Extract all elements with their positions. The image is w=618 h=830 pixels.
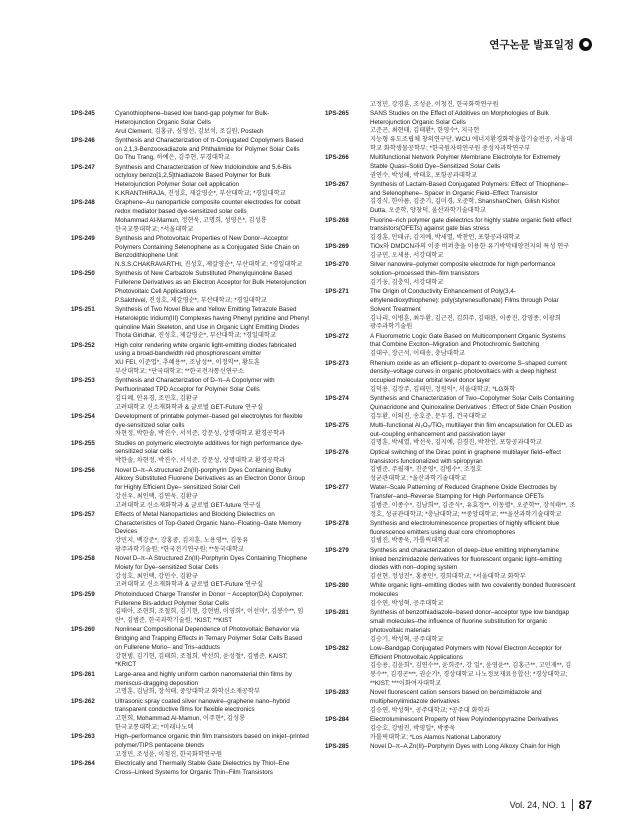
program-entry bbox=[325, 716, 577, 742]
entry-body bbox=[370, 181, 577, 216]
entry-title: A Fluorometric Logic Gate Based on Multicomponent Organic Systems that Combine Exciton–Migration and Photochromic Switching bbox=[370, 332, 566, 349]
entry-authors: 김범진, 박종욱, 가톨릭대학교 bbox=[370, 537, 450, 545]
entry-code: 1PS-272 bbox=[325, 332, 349, 340]
entry-title: Ultrasonic spray coated silver nanowire–graphene nano–hybrid transparent conductive films for flexible electronics bbox=[115, 697, 290, 714]
entry-title: High color rendering white organic light-emitting diodes fabricated using a broad-bandwidth red phosphorescent emitter bbox=[115, 341, 297, 358]
entry-affil: 부산대학교; *단국대학교; **한국전자통신연구소 bbox=[115, 367, 244, 375]
entry-code: 1PS-253 bbox=[71, 377, 95, 385]
entry-body bbox=[115, 342, 309, 377]
program-entry bbox=[325, 689, 577, 715]
entry-title: Electroluminescent Property of New Polyindenopyrazine Derivatives bbox=[370, 716, 559, 724]
entry-title: Synthesis of Two Novel Blue and Yellow Emitting Tetrazole Based Heteroleptic Iridium(III) Complexes having Phenyl pyridine and Phenyl quinoline Main Skeleton, and Use in Organic Light Emitting Diodes bbox=[115, 306, 309, 331]
entry-code: 1PS-254 bbox=[71, 412, 95, 420]
entry-body bbox=[370, 743, 577, 752]
entry-code: 1PS-255 bbox=[71, 439, 95, 447]
entry-body bbox=[115, 555, 309, 590]
entry-body bbox=[370, 217, 577, 243]
program-entry bbox=[325, 288, 577, 332]
footer-volume: Vol. 24, NO. 1 bbox=[509, 800, 566, 810]
entry-authors: 김명훈, 박세열, 박선욱, 김지예, 김경진, 박찬언, 포항공과대학교 bbox=[370, 439, 542, 447]
entry-title: The Origin of Conductivity Enhancement of Poly(3,4-ethylenedioxythiophene): poly(styrenesulfonate) Films through Polar Solvent Treatment bbox=[370, 288, 559, 313]
entry-affil: 광주과학기술원; *한국전기연구원; **동국대학교 bbox=[115, 545, 244, 553]
right-column bbox=[325, 101, 577, 752]
entry-body bbox=[115, 137, 309, 163]
program-entry bbox=[71, 377, 309, 412]
program-entry bbox=[71, 733, 309, 759]
entry-title: Large-area and highly uniform carbon nanomaterial thin films by meniscus-dragging deposition bbox=[115, 670, 292, 687]
entry-title: Synthesis and electroluminescence properties of highly efficient blue fluorescence emitters using dual core chromophores bbox=[370, 519, 560, 536]
entry-title: Synthesis and Characterization of π-Conjugated Copolymers Based on 2,1,3-Benzooxadiazole and Phthalimide for Polymer Solar Cells bbox=[115, 136, 304, 153]
program-entry bbox=[71, 440, 309, 466]
entry-title: Graphene–Au nanoparticle composite counter electrodes for cobalt redox mediator based dye-sensitized solar cells bbox=[115, 199, 301, 216]
entry-authors: 김디혜, 안유경, 조민호, 김환규 bbox=[115, 394, 198, 402]
entry-body bbox=[370, 484, 577, 519]
entry-body bbox=[370, 689, 577, 715]
program-entry bbox=[71, 698, 309, 733]
header-title: 연구논문 발표일정 bbox=[489, 38, 574, 51]
entry-title: High–performance organic thin film transistors based on inkjet–printed polymer/TIPS pentacene blends bbox=[115, 733, 309, 749]
entry-affil: 지능형 유도조립체 창의연구단, WCU 에너지환경화학융합기술전공, 서울대학교 화학생물공학부; *한국원자력연구원 중성자과학연구부 bbox=[370, 136, 573, 152]
program-entry bbox=[325, 520, 577, 546]
entry-code: 1PS-263 bbox=[71, 733, 95, 741]
entry-code: 1PS-249 bbox=[71, 234, 95, 242]
entry-authors: Thota Giridhar, 진성호, 제갈영순*, 부산대학교; *경일대학교 bbox=[115, 332, 276, 340]
program-entry bbox=[325, 609, 577, 644]
program-entry bbox=[71, 591, 309, 626]
entry-code: 1PS-262 bbox=[71, 697, 95, 705]
entry-authors: 강성호, 최인택, 강민수, 김환규 bbox=[115, 572, 198, 580]
entry-authors: 김두환, 이의진, 송호준, 문두경, 건국대학교 bbox=[370, 412, 487, 420]
entry-body bbox=[370, 261, 577, 287]
entry-title: Novel D–π–A structured Zn(II)-porphyrin Dyes Containing Bulky Alkoxy Substituted Fluorene Derivatives as an Electron Donor Group for Highly Efficient Dye– sensitized Solar Cell bbox=[115, 466, 306, 492]
entry-title: Nonlinear Compositional Dependence of Photovoltaic Behavior via Bridging and Trapping Effects in Ternary Polymer Solar Cells Based on Fullerene Mono– and Tris–adducts bbox=[115, 626, 303, 651]
entry-authors: 김규민, 오세용, 서강대학교 bbox=[370, 252, 444, 260]
entry-body bbox=[115, 698, 309, 733]
entry-code: 1PS-252 bbox=[71, 341, 95, 349]
entry-authors: 김범준, 주필재*, 진준영*, 김병수*, 조정호 bbox=[370, 466, 482, 474]
entry-affil: 성균관대학교; *울산과학기술대학교 bbox=[370, 475, 467, 483]
entry-authors: 김경식, 한아름, 김준기, 김미경, 오준학, ShanshanChen, Gilish Kishor Dutta, 오준학, 양창덕, 울산과학기술대학교 bbox=[370, 198, 560, 215]
entry-authors: Do Thu Trang, 하예은, 김주현, 부경대학교 bbox=[115, 154, 230, 162]
page-header bbox=[489, 34, 592, 54]
entry-code: 1PS-256 bbox=[71, 466, 95, 474]
entry-authors: 강민지, 백강준*, 강홍중, 김지훈, 노용영**, 김동유 bbox=[115, 537, 249, 545]
entry-body bbox=[370, 645, 577, 689]
entry-authors: Mohammad Al-Mamun, 정현욱, 고명희, 성영은*, 김성룡 bbox=[115, 216, 267, 224]
program-entry bbox=[325, 181, 577, 216]
entry-authors: 김나리, 이병훈, 최두환, 김근진, 김희주, 김태완, 이종진, 강영종, 이광희 bbox=[370, 314, 561, 322]
entry-affil: 고려대학교 신소재화학과 & 글로벌 GET-Future 연구실 bbox=[115, 581, 264, 589]
entry-code: 1PS-259 bbox=[71, 590, 95, 598]
program-entry bbox=[71, 760, 309, 778]
entry-body bbox=[115, 440, 309, 466]
entry-body bbox=[370, 243, 577, 261]
program-entry bbox=[325, 449, 577, 484]
continued-authors: 고정민, 강경훈, 조성윤, 이청진, 한국화학연구원 bbox=[370, 101, 499, 108]
entry-code: 1PS-258 bbox=[71, 555, 95, 563]
entry-authors: 김경훈, 안태규, 김지예, 박세열, 박찬언, 포항공과대학교 bbox=[370, 234, 521, 242]
entry-code: 1PS-248 bbox=[71, 199, 95, 207]
program-entry bbox=[71, 306, 309, 341]
circle-bullet-icon bbox=[579, 38, 592, 51]
entry-title: Synthesis of New Carbazole Substituted Phenylquinoline Based Fullerene Derivatives as an Electron Acceptor for Bulk Heterojunction Photovoltaic Cell Applications bbox=[115, 270, 307, 295]
entry-code: 1PS-285 bbox=[325, 742, 349, 750]
entry-body bbox=[115, 760, 309, 778]
entry-title: Synthesis and Photovoltaic Properties of New Donor–Acceptor Polymers Containing Selenophene as a Conjugated Side Chain on Benzodithiophene Unit bbox=[115, 234, 300, 260]
entry-body bbox=[370, 609, 577, 644]
entry-title: Development of printable polymer–based gel electrolytes for flexible dye-sensitized solar cells bbox=[115, 412, 303, 429]
entry-authors: 고현희, Mohammad Al-Mamun, 이주현*, 김성룡 bbox=[115, 715, 246, 723]
program-entry bbox=[71, 342, 309, 377]
entry-title: Silver nanowire–polymer composite electrode for high performance solution–processed thin–film transistors bbox=[370, 261, 556, 278]
entry-body bbox=[115, 306, 309, 341]
program-entry bbox=[71, 555, 309, 590]
entry-authors: 김승연, 박성혁*, 공주대학교; *공주대 화학과 bbox=[370, 706, 490, 714]
entry-title: Multi–functional Al₂O₃/TiO₂ multilayer thin film encapsulation for OLED as out–coupling enhancement and passivation layer bbox=[370, 421, 573, 438]
entry-authors: 김범준, 이종수*, 김남희**, 김준식*, 유효정**, 이동렬*, 오준학**, 장석태**, 조정호, 성균관대학교; *충남대학교; **중앙대학교; ***울산과학기술대학교 bbox=[370, 501, 576, 518]
entry-authors: 김수연, 박성혁, 공주대학교 bbox=[370, 599, 444, 607]
entry-code: 1PS-266 bbox=[325, 154, 349, 162]
entry-code: 1PS-257 bbox=[71, 510, 95, 518]
entry-authors: 김선현, 정성진*, 홍종민*, 경희대학교; *서울대학교 화학부 bbox=[370, 573, 526, 581]
entry-body bbox=[370, 520, 577, 546]
page-footer bbox=[510, 798, 592, 812]
entry-title: Optical switching of the Dirac point in graphene multilayer field–effect transistors functionalized with spiropyran bbox=[370, 448, 561, 465]
entry-title: Cyanothiophene–based low band-gap polymer for Bulk-Heterojunction Organic Solar Cells bbox=[115, 110, 270, 126]
entry-authors: 김승기, 박성혁, 공주대학교 bbox=[370, 635, 444, 643]
entry-body bbox=[115, 591, 309, 626]
program-entry bbox=[71, 199, 309, 234]
program-entry bbox=[325, 582, 577, 608]
entry-authors: 김승호, 강범진, 박영일*, 박종욱 bbox=[370, 724, 456, 732]
program-entry bbox=[71, 110, 309, 136]
program-entry bbox=[325, 154, 577, 180]
entry-body bbox=[370, 154, 577, 180]
entry-authors: 고명훈, 김남희, 장석태, 중앙대학교 화학신소재공학부 bbox=[115, 688, 260, 696]
entry-authors: N.S.S.CHAKRAVARTHI, 진성호, 제갈영순*, 부산대학교; *경일대학교 bbox=[115, 261, 303, 269]
entry-code: 1PS-245 bbox=[71, 110, 95, 117]
program-entry bbox=[71, 626, 309, 670]
program-entry bbox=[71, 467, 309, 511]
entry-body bbox=[370, 449, 577, 484]
entry-body bbox=[370, 422, 577, 448]
program-entry bbox=[71, 413, 309, 439]
entry-code: 1PS-269 bbox=[325, 243, 349, 251]
entry-authors: 고정민, 조성윤, 이청진, 한국화학연구원 bbox=[115, 750, 223, 758]
entry-body bbox=[115, 671, 309, 697]
entry-code: 1PS-271 bbox=[325, 288, 349, 296]
entry-authors: 강선우, 최인택, 김연욱, 김환규 bbox=[115, 492, 198, 500]
program-entry bbox=[325, 645, 577, 689]
entry-authors: 박한솔, 차현정, 박진수, 서석준, 강문성, 상명대학교 환경공학과 bbox=[115, 457, 286, 465]
entry-body bbox=[115, 270, 309, 305]
entry-code: 1PS-282 bbox=[325, 644, 349, 652]
entry-body bbox=[115, 235, 309, 270]
program-entry bbox=[71, 270, 309, 305]
entry-code: 1PS-278 bbox=[325, 519, 349, 527]
entry-body bbox=[115, 733, 309, 759]
entry-code: 1PS-250 bbox=[71, 270, 95, 278]
left-column bbox=[71, 110, 309, 778]
program-entry bbox=[71, 137, 309, 163]
program-entry bbox=[325, 547, 577, 582]
entry-title: Photoinduced Charge Transfer in Donor − Acceptor(DA) Copolymer: Fullerene Bis-adduct Polymer Solar Cells bbox=[115, 590, 304, 607]
entry-body bbox=[370, 582, 577, 608]
entry-affil: 한국교통대학교; *미래나노텍 bbox=[115, 723, 194, 731]
program-entry bbox=[325, 243, 577, 261]
entry-body bbox=[115, 467, 309, 511]
entry-title: Novel D–π–A Structured Zn(II)-Porphyrin Dyes Containing Thiophene Moiety for Dye–sensitized Solar Cells bbox=[115, 555, 308, 571]
entry-affil: 가톨릭대학교; *Los Alamos National Laboratory bbox=[370, 733, 501, 741]
entry-code: 1PS-274 bbox=[325, 395, 349, 403]
entry-title: Synthesis and Characterization of New Indoloindole and 5,6-Bis octyloxy benzo[1,2,5]thiadiazole Based Polymer for Bulk Heterojunction Polymer Solar cell application bbox=[115, 163, 292, 189]
entry-code: 1PS-247 bbox=[71, 163, 95, 171]
entry-authors: 김승용, 김윤희*, 김연수**, 윤희준*, 강 일*, 윤영윤**, 김홍근**, 고민재**, 김봉수**, 김경곤***, 권순기*, 경상대학교 나노정보재료응합신; *경상대학교; **KIST; ***이화여자대학교 bbox=[370, 662, 572, 687]
entry-authors: 김덕용, 김장주, 김태민, 정원익*, 서울대학교; *LG화학 bbox=[370, 385, 516, 393]
entry-code: 1PS-264 bbox=[71, 760, 95, 768]
entry-body bbox=[115, 413, 309, 439]
program-entry bbox=[325, 333, 577, 359]
entry-authors: 김태아, 조현희, 조철희, 김기현, 강현범, 이영희*, 이선미*, 김봉수**, 임란*, 김범준, 한국과학기술원; *KIST; **KIST bbox=[115, 608, 304, 625]
entry-code: 1PS-265 bbox=[325, 109, 349, 117]
entry-code: 1PS-275 bbox=[325, 421, 349, 429]
entry-authors: 고준곤, 최현태, 김태환*, 한영수*, 지극헌 bbox=[370, 127, 480, 135]
entry-authors: 김대구, 장근석, 이태송, 충남대학교 bbox=[370, 350, 465, 358]
footer-divider bbox=[572, 799, 573, 811]
entry-body bbox=[115, 511, 309, 555]
program-entry bbox=[71, 671, 309, 697]
program-entry bbox=[71, 511, 309, 555]
entry-code: 1PS-268 bbox=[325, 216, 349, 224]
entry-body bbox=[115, 164, 309, 199]
entry-title: Electrically and Thermally Stable Gate Dielectrics by Thiol–Ene Cross–Linked Systems for Organic Thin–Film Transistors bbox=[115, 760, 290, 776]
entry-authors: XU FEI, 이준엽*, 추혜용**, 조남성**, 이정익**, 황도훈 bbox=[115, 359, 261, 367]
entry-body bbox=[115, 626, 309, 670]
entry-title: Synthesis of Lactam-Based Conjugated Polymers: Effect of Thiophene– and Selenophene– Spacer in Organic Field–Effect Transistor bbox=[370, 180, 569, 197]
entry-authors: 권연수, 박성해, 박태호, 포항공과대학교 bbox=[370, 171, 478, 179]
entry-code: 1PS-284 bbox=[325, 716, 349, 724]
entry-title: Synthesis of benzothiadiazole–based donor–acceptor type low bandgap small molecules–the influence of fluorine substitution for organic photovoltaic materials bbox=[370, 609, 570, 634]
entry-affil: 고려대학교 신소재화학과 & 글로벌 GET-Future 연구실 bbox=[115, 403, 264, 411]
entry-body bbox=[115, 377, 309, 412]
entry-affil: 한국교통대학교; *서울대학교 bbox=[115, 225, 194, 233]
program-entry bbox=[325, 484, 577, 519]
entry-body bbox=[370, 395, 577, 421]
program-entry bbox=[325, 422, 577, 448]
entry-affil: 고려대학교 신소재화학과 & 글로벌 GET-future 연구실 bbox=[115, 501, 262, 509]
entry-body bbox=[370, 333, 577, 359]
entry-authors: Arul Clement, 김홍규, 심영선, 김보석, 조길원, Postech bbox=[115, 127, 264, 135]
entry-code: 1PS-280 bbox=[325, 582, 349, 590]
entry-body bbox=[115, 199, 309, 234]
entry-authors: 차현정, 박한솔, 박진수, 서석준, 강문성, 상명대학교 환경공학과 bbox=[115, 430, 286, 438]
entry-title: Water–Scale Patterning of Reduced Graphene Oxide Electrodes by Transfer–and–Reverse Stamping for High Performance OFETs bbox=[370, 484, 557, 501]
entry-authors: 강현범, 김기현, 김태희, 조철희, 박선희, 윤성철*, 김범준, KAIST; *KRICT bbox=[115, 652, 288, 669]
entry-title: Low–Bandgap Conjugated Polymers with Novel Electron Acceptor for Efficient Photovoltaic Applications bbox=[370, 644, 562, 661]
entry-body bbox=[370, 110, 577, 154]
program-entry bbox=[325, 395, 577, 421]
entry-code: 1PS-283 bbox=[325, 689, 349, 697]
entry-title: Multifunctional Network Polymer Membrane Electrolyte for Extremely Stable Quasi–Solid Dye–Sensitized Solar Cells bbox=[370, 154, 561, 170]
entry-body bbox=[370, 547, 577, 582]
program-entry bbox=[325, 360, 577, 395]
entry-title: SANS Studies on the Effect of Additives on Morphologies of Bulk Heterojunction Organic Solar Cells bbox=[370, 109, 549, 126]
entry-body bbox=[370, 716, 577, 742]
program-entry bbox=[325, 217, 577, 243]
entry-code: 1PS-273 bbox=[325, 359, 349, 367]
entry-title: Rhenium oxide as an efficient p–dopant to overcome S–shaped current density–voltage curves in organic photovoltaics with a deep highest occupied molecular orbital level donor layer bbox=[370, 359, 567, 384]
entry-authors: P.Sakthivel, 진성호, 제갈영순*, 부산대학교; *경일대학교 bbox=[115, 296, 267, 304]
entry-code: 1PS-267 bbox=[325, 180, 349, 188]
entry-title: Novel fluorescent cation sensors based on benzimidazole and multiphenylimidazole derivatives bbox=[370, 689, 542, 705]
entry-title: Synthesis and Characterization of D–π–A Copolymer with Perfluorinated TPD Acceptor for Polymer Solar Cells bbox=[115, 377, 275, 393]
entry-title: Studies on polymeric electrolyte additives for high performance dye-sensitized solar cells bbox=[115, 439, 303, 456]
entry-authors: 김기웅, 김충익, 서강대학교 bbox=[370, 278, 444, 286]
entry-body bbox=[370, 360, 577, 395]
page-number: 87 bbox=[578, 798, 592, 812]
entry-code: 1PS-251 bbox=[71, 306, 95, 314]
program-entry bbox=[71, 235, 309, 270]
entry-code: 1PS-270 bbox=[325, 261, 349, 269]
entry-authors: K.KRANTHIRAJA, 진성호, 제갈영순*, 부산대학교; *경일대학교 bbox=[115, 189, 286, 197]
program-entry bbox=[325, 110, 577, 154]
entry-body bbox=[115, 110, 309, 136]
entry-affil: 광주과학기술원 bbox=[370, 323, 413, 331]
entry-body bbox=[370, 288, 577, 332]
entry-title: Synthesis and characterization of deep–blue emitting triphenylamine linked benzimidazole derivatives for fluorescent organic light–emitting diodes with non–doping system bbox=[370, 546, 562, 572]
entry-title: White organic light–emitting diodes with two covalently bonded fluorescent molecules bbox=[370, 582, 576, 599]
entry-code: 1PS-246 bbox=[71, 136, 95, 144]
entry-code: 1PS-260 bbox=[71, 626, 95, 634]
entry-code: 1PS-261 bbox=[71, 670, 95, 678]
entry-title: Fluorine–rich polymer gate dielectrics for highly stable organic field effect transistors(OFETs) against gate bias stress bbox=[370, 216, 572, 233]
entry-title: Novel D–π–A Zn(II)–Porphyrin Dyes with Long Alkoxy Chain for High bbox=[370, 742, 561, 750]
entry-title: Synthesis and Characterization of Two–Copolymer Solar Cells Containing Quinacridone and Quinoxaline Derivatives : Effect of Side Chain Position bbox=[370, 395, 574, 411]
entry-title: TiOx와 DMDCN과의 이중 버퍼층을 이용한 유기박막태양전지의 특성 연구 bbox=[370, 243, 570, 251]
entry-code: 1PS-277 bbox=[325, 484, 349, 492]
entry-title: Effects of Metal Nanoparticles and Blocking Dielectrics on Characteristics of Top-Gated Organic Nano–Floating–Gate Memory Devices bbox=[115, 510, 302, 536]
program-entry bbox=[71, 164, 309, 199]
program-entry bbox=[325, 261, 577, 287]
entry-code: 1PS-279 bbox=[325, 546, 349, 554]
entry-code: 1PS-276 bbox=[325, 448, 349, 456]
program-entry bbox=[325, 743, 577, 752]
entry-code: 1PS-281 bbox=[325, 609, 349, 617]
